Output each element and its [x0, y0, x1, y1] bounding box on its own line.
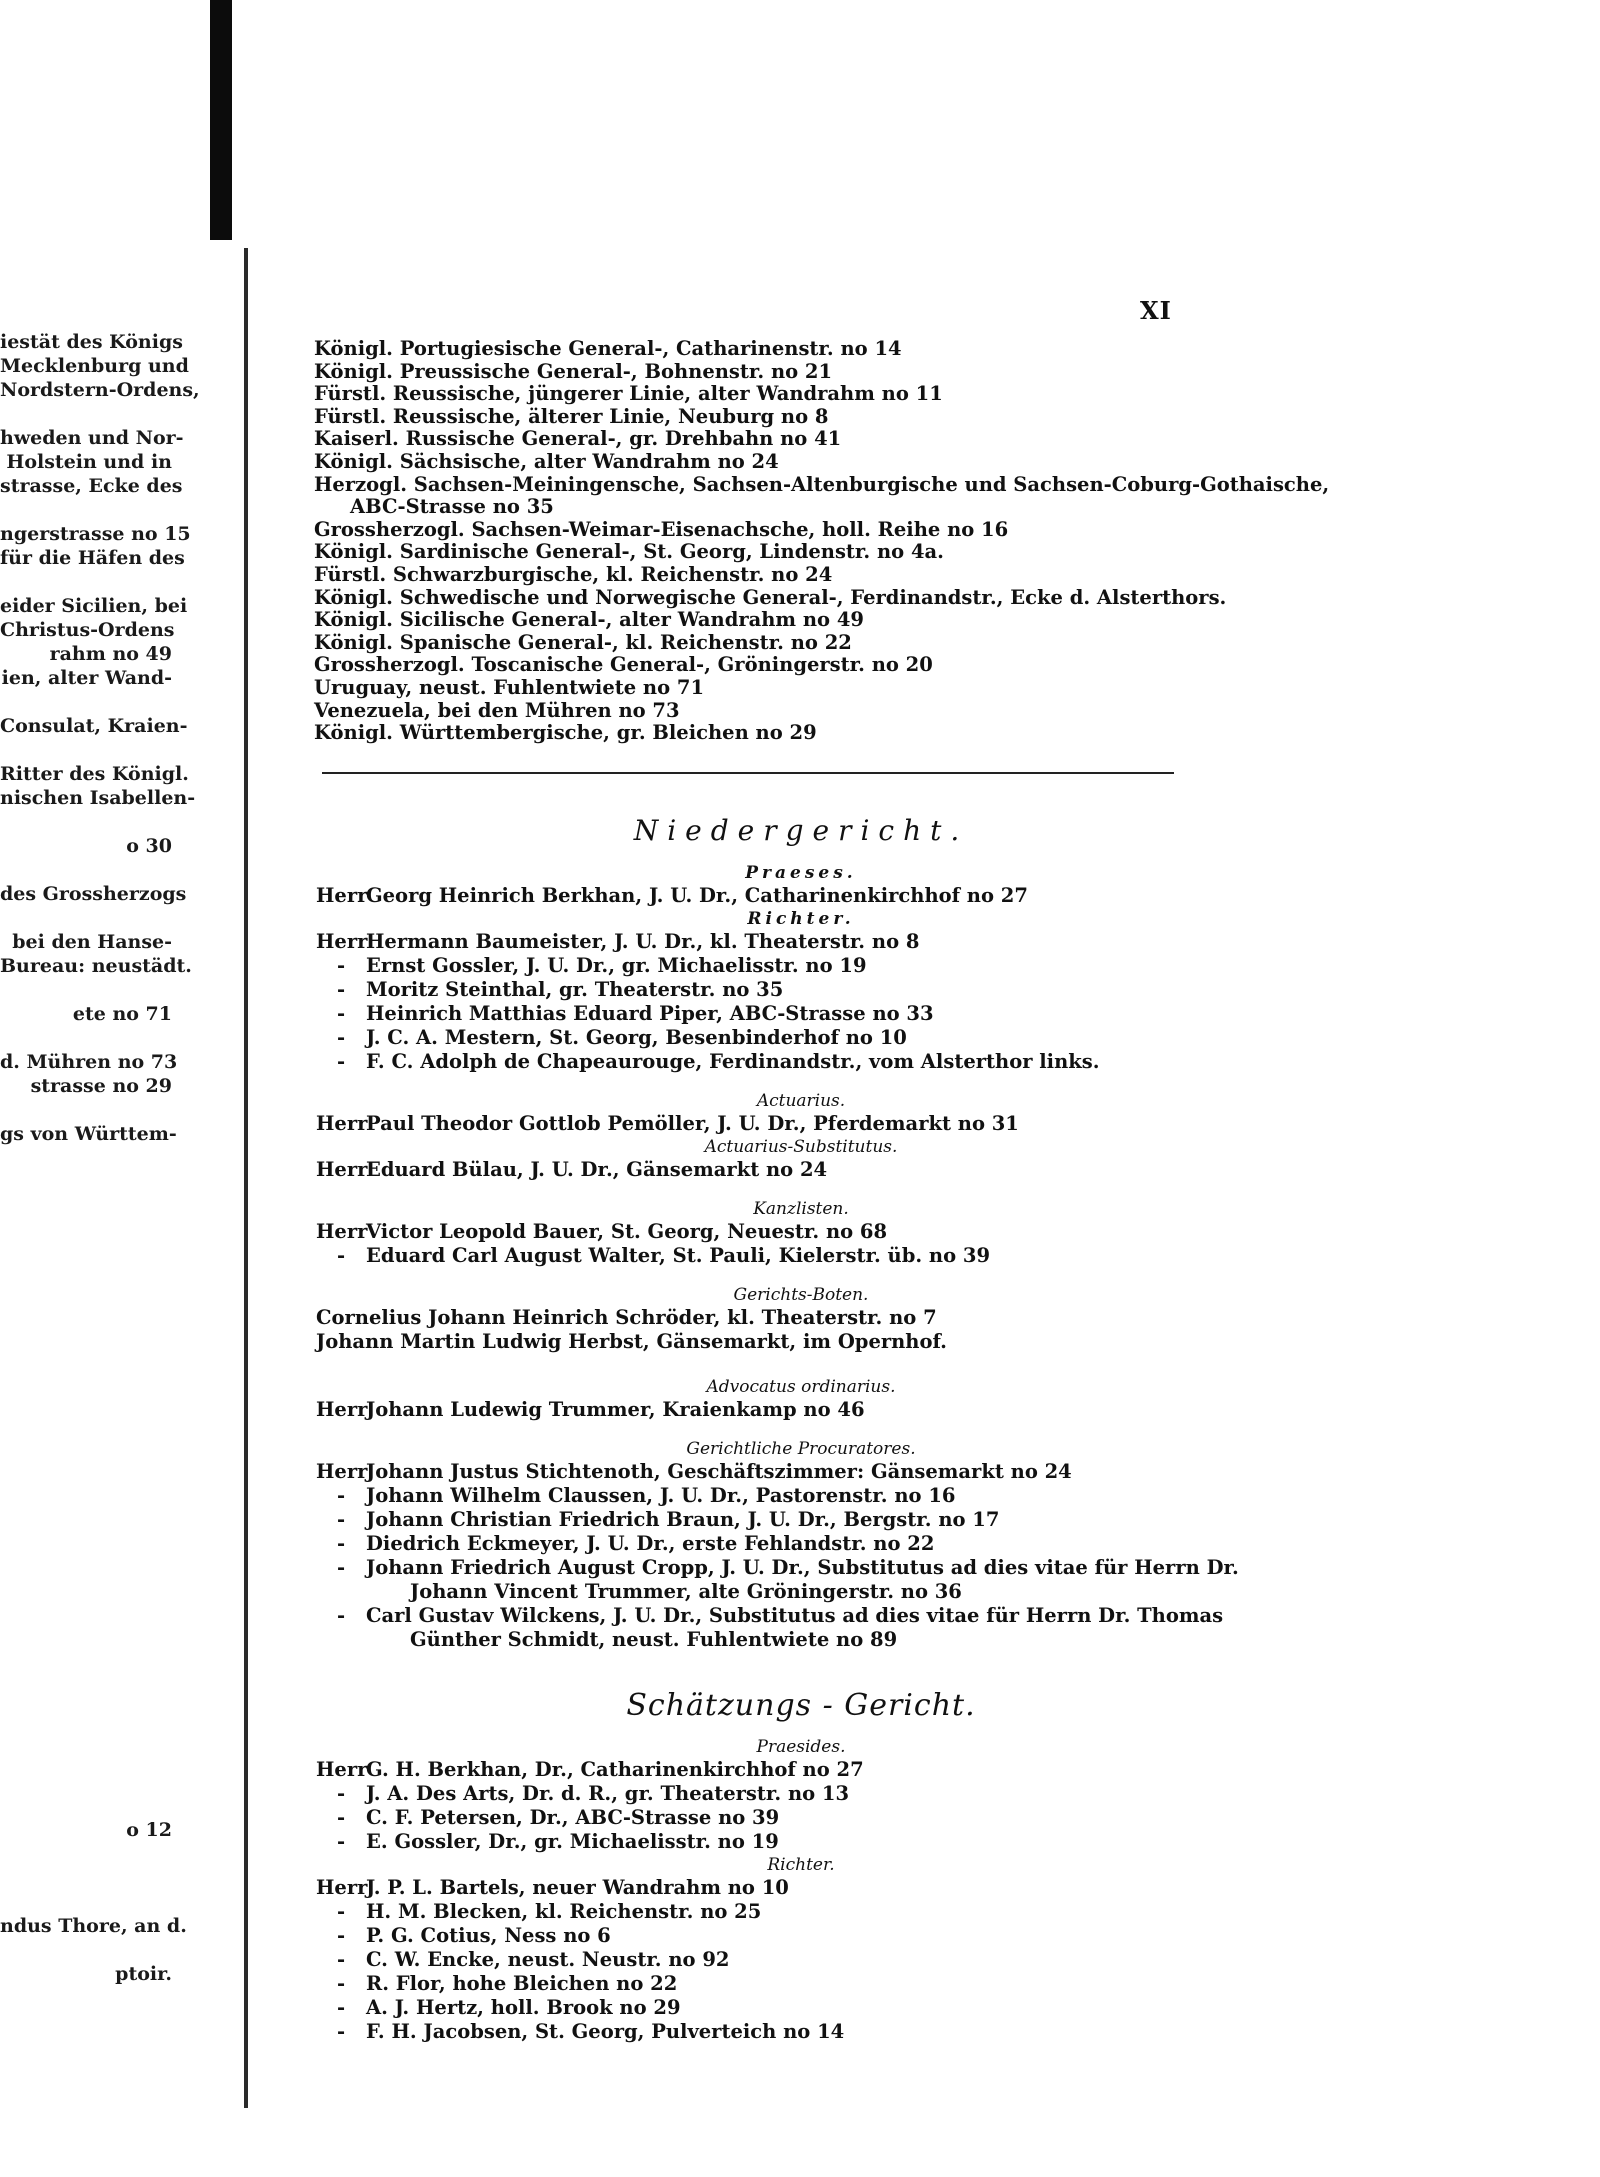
left-page-line [0, 1482, 172, 1506]
member-prefix: Herr [316, 1220, 368, 1243]
left-page-line: o 12 [126, 1819, 172, 1841]
left-page-line: des Grossherzogs [0, 883, 187, 905]
sg-richter-title: Richter. [767, 1855, 835, 1875]
left-page-line [0, 1578, 172, 1602]
sg-richter-list [316, 1876, 1286, 2044]
member-prefix: - [336, 1604, 346, 1627]
member-entry [316, 1580, 1286, 1604]
left-page-line [0, 858, 172, 882]
member-text: Johann Justus Stichtenoth, Geschäftszimmer: Gänsemarkt no 24 [366, 1460, 1072, 1483]
left-page-line: rahm no 49 [49, 643, 172, 665]
member-prefix: - [336, 1782, 346, 1805]
member-text: F. C. Adolph de Chapeaurouge, Ferdinandstr., vom Alsterthor links. [366, 1050, 1100, 1073]
member-prefix: - [336, 1972, 346, 1995]
left-page-line [0, 1602, 172, 1626]
member-prefix: - [336, 1508, 346, 1531]
member-text: Heinrich Matthias Eduard Piper, ABC-Strasse no 33 [366, 1002, 934, 1025]
richter-title: Richter. [747, 909, 855, 929]
left-page-line [0, 1530, 172, 1554]
member-entry [316, 1758, 1286, 1782]
member-entry [316, 1972, 1286, 1996]
member-entry [316, 930, 1286, 954]
member-prefix: - [336, 978, 346, 1001]
member-prefix: - [336, 1484, 346, 1507]
left-page-line [0, 1242, 172, 1266]
member-text: Johann Friedrich August Cropp, J. U. Dr., Substitutus ad dies vitae für Herrn Dr. [366, 1556, 1239, 1579]
page-gutter [244, 248, 248, 2108]
member-entry [316, 978, 1286, 1002]
left-page-line [0, 690, 172, 714]
left-page-line [0, 1314, 172, 1338]
left-page-line [0, 1098, 172, 1122]
member-text: A. J. Hertz, holl. Brook no 29 [366, 1996, 681, 2019]
consulate-entry: Königl. Württembergische, gr. Bleichen no 29 [314, 721, 817, 745]
member-entry [316, 1876, 1286, 1900]
left-page-line [0, 1146, 172, 1170]
left-page-line [0, 1266, 172, 1290]
member-prefix: - [336, 954, 346, 977]
member-text: C. W. Encke, neust. Neustr. no 92 [366, 1948, 730, 1971]
left-page-line [0, 1746, 172, 1770]
left-page-line: hweden und Nor- [0, 427, 184, 449]
left-page-line: Ritter des Königl. [0, 763, 189, 785]
left-page-line [0, 1866, 172, 1890]
boten-title: Gerichts-Boten. [733, 1285, 869, 1305]
left-page-line [0, 1386, 172, 1410]
left-page-line [0, 1554, 172, 1578]
left-page-line [0, 1218, 172, 1242]
member-prefix: - [336, 1244, 346, 1267]
left-page-line [0, 1338, 172, 1362]
left-page-line [0, 738, 172, 762]
left-page-line: ndus Thore, an d. [0, 1915, 187, 1937]
left-page-line [0, 570, 172, 594]
member-prefix: - [336, 1002, 346, 1025]
member-entry [316, 1050, 1286, 1074]
consulate-entry: Kaiserl. Russische General-, gr. Drehbahn no 41 [314, 427, 842, 451]
left-page-line: Mecklenburg und [0, 355, 189, 377]
member-text: R. Flor, hohe Bleichen no 22 [366, 1972, 678, 1995]
member-text: Hermann Baumeister, J. U. Dr., kl. Theaterstr. no 8 [366, 930, 920, 953]
member-prefix: - [336, 1556, 346, 1579]
richter-list [316, 930, 1286, 1074]
consulate-entry: Königl. Spanische General-, kl. Reichenstr. no 22 [314, 630, 852, 654]
member-prefix: Herr [316, 1460, 368, 1483]
left-page-line [0, 978, 172, 1002]
left-page-line [0, 1434, 172, 1458]
left-page-line: Consulat, Kraien- [0, 715, 188, 737]
member-prefix: - [336, 1050, 346, 1073]
consulate-entry: Königl. Schwedische und Norwegische General-, Ferdinandstr., Ecke d. Alsterthors. [314, 585, 1227, 609]
substitutus-entry: HerrEduard Bülau, J. U. Dr., Gänsemarkt no 24 [316, 1158, 828, 1181]
left-page-line [0, 498, 172, 522]
member-entry [316, 1532, 1286, 1556]
left-page-line [0, 1626, 172, 1650]
member-text: J. A. Des Arts, Dr. d. R., gr. Theaterstr. no 13 [366, 1782, 850, 1805]
member-text: E. Gossler, Dr., gr. Michaelisstr. no 19 [366, 1830, 779, 1853]
boten-list [316, 1306, 1286, 1354]
member-entry [316, 1556, 1286, 1580]
praeses-title: Praeses. [745, 863, 857, 883]
left-page-line [0, 1506, 172, 1530]
praeses-entry: HerrGeorg Heinrich Berkhan, J. U. Dr., Catharinenkirchhof no 27 [316, 884, 1028, 907]
left-page-line [0, 1722, 172, 1746]
kanzlisten-title: Kanzlisten. [753, 1199, 849, 1219]
consulate-entry: Grossherzogl. Sachsen-Weimar-Eisenachsche, holl. Reihe no 16 [314, 517, 1009, 541]
book-binding-edge [210, 0, 232, 240]
member-entry [316, 1628, 1286, 1652]
member-entry [316, 1900, 1286, 1924]
member-entry [316, 1806, 1286, 1830]
left-page-line: Bureau: neustädt. [0, 955, 192, 977]
left-page-line: strasse no 29 [30, 1075, 172, 1097]
section-rule [322, 772, 1174, 774]
praesides-list [316, 1758, 1286, 1854]
niedergericht-section [316, 814, 1286, 1652]
consulate-entry: ABC-Strasse no 35 [350, 495, 554, 519]
member-entry [316, 1830, 1286, 1854]
left-page-line [0, 1770, 172, 1794]
member-prefix: Herr [316, 1876, 368, 1899]
actuarius-entry: HerrPaul Theodor Gottlob Pemöller, J. U. Dr., Pferdemarkt no 31 [316, 1112, 1019, 1135]
left-page-line: o 30 [126, 835, 172, 857]
member-entry [316, 1460, 1286, 1484]
member-text: J. C. A. Mestern, St. Georg, Besenbinderhof no 10 [366, 1026, 907, 1049]
left-page-line: ptoir. [115, 1963, 172, 1985]
member-text: Moritz Steinthal, gr. Theaterstr. no 35 [366, 978, 784, 1001]
member-prefix: - [336, 1026, 346, 1049]
left-page-line [0, 1026, 172, 1050]
member-prefix: Herr [316, 930, 368, 953]
left-page-line: ngerstrasse no 15 [0, 523, 191, 545]
left-page-line [0, 810, 172, 834]
left-page-line [0, 1674, 172, 1698]
member-entry [316, 1948, 1286, 1972]
left-page-line: nischen Isabellen- [0, 787, 196, 809]
consulate-entry: Fürstl. Schwarzburgische, kl. Reichenstr. no 24 [314, 562, 833, 586]
left-page-line: eider Sicilien, bei [0, 595, 188, 617]
member-text: P. G. Cotius, Ness no 6 [366, 1924, 611, 1947]
consulate-list [314, 337, 1330, 745]
left-page-line [0, 1362, 172, 1386]
consulate-entry: Königl. Sächsische, alter Wandrahm no 24 [314, 449, 779, 473]
bote-entry: Johann Martin Ludwig Herbst, Gänsemarkt, im Opernhof. [316, 1330, 947, 1353]
left-page-line: ien, alter Wand- [1, 667, 172, 689]
procuratores-title: Gerichtliche Procuratores. [686, 1439, 916, 1459]
member-prefix: - [336, 1948, 346, 1971]
member-text: Günther Schmidt, neust. Fuhlentwiete no 89 [410, 1628, 898, 1651]
left-page-line: ete no 71 [72, 1003, 172, 1025]
member-entry [316, 2020, 1286, 2044]
member-entry [316, 1484, 1286, 1508]
left-page-line: gs von Württem- [0, 1123, 177, 1145]
niedergericht-heading: Niedergericht. [633, 814, 969, 847]
left-page-line: Holstein und in [6, 451, 172, 473]
left-page-line [0, 402, 172, 426]
left-page-line [0, 1842, 172, 1866]
left-page-line [0, 1938, 172, 1962]
consulate-entry: Grossherzogl. Toscanische General-, Gröningerstr. no 20 [314, 653, 933, 677]
left-page-line [0, 1410, 172, 1434]
member-prefix: - [336, 1830, 346, 1853]
member-text: F. H. Jacobsen, St. Georg, Pulverteich no 14 [366, 2020, 845, 2043]
consulate-entry: Fürstl. Reussische, älterer Linie, Neuburg no 8 [314, 404, 829, 428]
member-text: Johann Christian Friedrich Braun, J. U. Dr., Bergstr. no 17 [366, 1508, 1000, 1531]
member-entry [316, 1924, 1286, 1948]
page-number: XI [1140, 296, 1172, 325]
member-prefix: - [336, 1806, 346, 1829]
member-text: G. H. Berkhan, Dr., Catharinenkirchhof no 27 [366, 1758, 864, 1781]
procuratores-list [316, 1460, 1286, 1652]
member-prefix: - [336, 2020, 346, 2043]
left-page-line: für die Häfen des [0, 547, 185, 569]
actuarius-title: Actuarius. [756, 1091, 846, 1111]
member-entry [316, 1782, 1286, 1806]
member-text: Carl Gustav Wilckens, J. U. Dr., Substitutus ad dies vitae für Herrn Dr. Thomas [366, 1604, 1224, 1627]
schaetzungsgericht-heading: Schätzungs - Gericht. [626, 1688, 976, 1723]
member-entry [316, 954, 1286, 978]
member-text: Eduard Carl August Walter, St. Pauli, Kielerstr. üb. no 39 [366, 1244, 991, 1267]
consulate-entry: Königl. Preussische General-, Bohnenstr. no 21 [314, 359, 833, 383]
consulate-entry: Königl. Sicilische General-, alter Wandrahm no 49 [314, 608, 864, 632]
member-prefix: - [336, 1924, 346, 1947]
member-text: H. M. Blecken, kl. Reichenstr. no 25 [366, 1900, 762, 1923]
member-text: J. P. L. Bartels, neuer Wandrahm no 10 [366, 1876, 789, 1899]
left-page-line [0, 906, 172, 930]
consulate-entry: Venezuela, bei den Mühren no 73 [314, 698, 680, 722]
left-page-line [0, 1194, 172, 1218]
left-page-fragment [0, 330, 200, 1986]
advocatus-title: Advocatus ordinarius. [706, 1377, 896, 1397]
consulate-entry: Königl. Portugiesische General-, Catharinenstr. no 14 [314, 337, 902, 360]
member-prefix: - [336, 1996, 346, 2019]
left-page-line: bei den Hanse- [12, 931, 172, 953]
member-prefix: - [336, 1900, 346, 1923]
member-text: Diedrich Eckmeyer, J. U. Dr., erste Fehlandstr. no 22 [366, 1532, 935, 1555]
member-entry [316, 1002, 1286, 1026]
consulate-entry: Königl. Sardinische General-, St. Georg, Lindenstr. no 4a. [314, 540, 944, 564]
praesides-title: Praesides. [756, 1737, 846, 1757]
member-text: C. F. Petersen, Dr., ABC-Strasse no 39 [366, 1806, 780, 1829]
member-prefix: Herr [316, 1758, 368, 1781]
member-prefix: - [336, 1532, 346, 1555]
member-entry [316, 1508, 1286, 1532]
left-page-line: d. Mühren no 73 [0, 1051, 178, 1073]
left-page-line [0, 1290, 172, 1314]
advocatus-entry: HerrJohann Ludewig Trummer, Kraienkamp no 46 [316, 1398, 865, 1421]
member-text: Ernst Gossler, J. U. Dr., gr. Michaelisstr. no 19 [366, 954, 867, 977]
member-entry [316, 1244, 1286, 1268]
schaetzungsgericht-section [316, 1688, 1286, 2044]
left-page-line [0, 1794, 172, 1818]
left-page-line: strasse, Ecke des [0, 475, 183, 497]
member-text: Victor Leopold Bauer, St. Georg, Neuestr. no 68 [366, 1220, 888, 1243]
member-entry [316, 1604, 1286, 1628]
left-page-line [0, 1458, 172, 1482]
left-page-line [0, 1890, 172, 1914]
bote-entry: Cornelius Johann Heinrich Schröder, kl. Theaterstr. no 7 [316, 1306, 937, 1329]
member-text: Johann Wilhelm Claussen, J. U. Dr., Pastorenstr. no 16 [366, 1484, 956, 1507]
page-xi [296, 248, 1330, 2108]
left-page-line [0, 1698, 172, 1722]
kanzlisten-list [316, 1220, 1286, 1268]
consulate-entry: Fürstl. Reussische, jüngerer Linie, alter Wandrahm no 11 [314, 382, 943, 406]
left-page-line: Christus-Ordens [0, 619, 175, 641]
consulate-entry: Uruguay, neust. Fuhlentwiete no 71 [314, 675, 705, 699]
consulate-entry: Herzogl. Sachsen-Meiningensche, Sachsen-Altenburgische und Sachsen-Coburg-Gothaische, [314, 472, 1330, 496]
member-entry [316, 1026, 1286, 1050]
left-page-line: Nordstern-Ordens, [0, 379, 200, 401]
member-text: Johann Vincent Trummer, alte Gröningerstr. no 36 [410, 1580, 962, 1603]
left-page-line [0, 1170, 172, 1194]
left-page-line [0, 1650, 172, 1674]
substitutus-title: Actuarius-Substitutus. [704, 1137, 898, 1157]
member-entry [316, 1996, 1286, 2020]
left-page-line: iestät des Königs [0, 331, 183, 353]
member-entry [316, 1220, 1286, 1244]
